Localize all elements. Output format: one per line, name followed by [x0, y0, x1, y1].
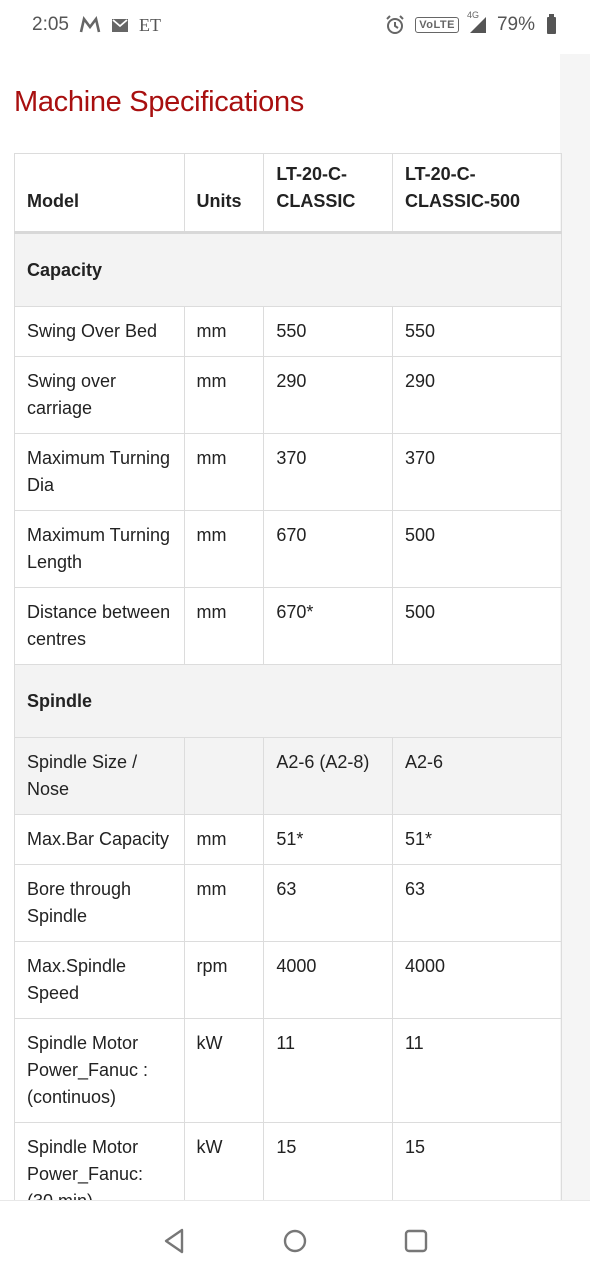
navigation-bar	[0, 1200, 590, 1281]
row-value-b: 500	[392, 588, 561, 665]
row-value-a: 370	[264, 434, 393, 511]
section-capacity: Capacity	[15, 233, 562, 307]
row-label: Max.Spindle Speed	[15, 942, 185, 1019]
row-unit: kW	[184, 1019, 264, 1123]
table-row	[15, 942, 562, 1019]
table-row	[15, 511, 562, 588]
status-right	[385, 10, 556, 36]
row-value-a: 11	[264, 1019, 393, 1123]
row-value-b: 51*	[392, 815, 561, 865]
row-unit: mm	[184, 307, 264, 357]
table-row	[15, 307, 562, 357]
table-row	[15, 357, 562, 434]
row-label: Maximum Turning Dia	[15, 434, 185, 511]
signal-icon	[466, 10, 487, 34]
row-label: Spindle Motor Power_Fanuc:	[15, 1123, 185, 1227]
row-value-b: 500	[392, 511, 561, 588]
row-unit: mm	[184, 511, 264, 588]
row-label: Swing Over Bed	[15, 307, 185, 357]
row-value-a: 51*	[264, 815, 393, 865]
row-value-b: 11	[392, 1019, 561, 1123]
row-unit	[184, 738, 264, 815]
row-value-a: 670	[264, 511, 393, 588]
header-model: Model	[15, 154, 185, 233]
row-value-a: 290	[264, 357, 393, 434]
back-icon[interactable]	[160, 1227, 188, 1255]
section-row	[15, 665, 562, 738]
volte-badge: VoLTE	[415, 17, 459, 33]
network-type: 4G	[466, 10, 479, 20]
battery-percent: 79%	[496, 14, 535, 35]
row-value-a: A2-6 (A2-8)	[264, 738, 393, 815]
row-value-b: 550	[392, 307, 561, 357]
row-value-a: 15	[264, 1123, 393, 1227]
row-label: Spindle Size / Nose	[15, 738, 185, 815]
table-row	[15, 865, 562, 942]
row-value-b: A2-6	[392, 738, 561, 815]
table-row	[15, 1019, 562, 1123]
row-value-a: 4000	[264, 942, 393, 1019]
row-value-a: 670*	[264, 588, 393, 665]
section-spindle: Spindle	[15, 665, 562, 738]
status-left	[32, 14, 161, 36]
row-unit: mm	[184, 815, 264, 865]
spec-table	[14, 153, 562, 1270]
row-unit: mm	[184, 865, 264, 942]
status-bar	[0, 0, 590, 54]
row-unit: kW	[184, 1123, 264, 1227]
row-unit: mm	[184, 357, 264, 434]
alarm-icon	[385, 15, 405, 35]
row-unit: mm	[184, 588, 264, 665]
row-unit: mm	[184, 434, 264, 511]
row-value-b: 290	[392, 357, 561, 434]
section-row	[15, 233, 562, 307]
row-value-b: 4000	[392, 942, 561, 1019]
row-label: Maximum Turning Length	[15, 511, 185, 588]
battery-icon	[547, 17, 556, 34]
table-row	[15, 434, 562, 511]
row-label: Swing over carriage	[15, 357, 185, 434]
row-label: Distance between centres	[15, 588, 185, 665]
row-value-a: 550	[264, 307, 393, 357]
row-value-b: 370	[392, 434, 561, 511]
carrier-text: ET	[138, 14, 161, 35]
header-units: Units	[184, 154, 264, 233]
gmail-icon	[111, 18, 129, 33]
table-row	[15, 738, 562, 815]
row-label: Max.Bar Capacity	[15, 815, 185, 865]
row-value-a: 63	[264, 865, 393, 942]
row-unit: rpm	[184, 942, 264, 1019]
header-model-a: LT-20-C-CLASSIC	[264, 154, 393, 233]
row-label: Bore through Spindle	[15, 865, 185, 942]
table-row	[15, 815, 562, 865]
home-icon[interactable]	[281, 1227, 309, 1255]
page-scroll-track	[560, 54, 590, 1200]
row-label: Spindle Motor Power_Fanuc : (continuos)	[15, 1019, 185, 1123]
row-value-b: 63	[392, 865, 561, 942]
table-row	[15, 588, 562, 665]
app-notification-icon	[79, 16, 101, 34]
table-header-row	[15, 154, 562, 233]
page-title: Machine Specifications	[14, 86, 304, 118]
recents-icon[interactable]	[402, 1227, 430, 1255]
header-model-b: LT-20-C-CLASSIC-500	[392, 154, 561, 233]
row-value-b: 15	[392, 1123, 561, 1227]
status-time: 2:05	[32, 14, 69, 35]
